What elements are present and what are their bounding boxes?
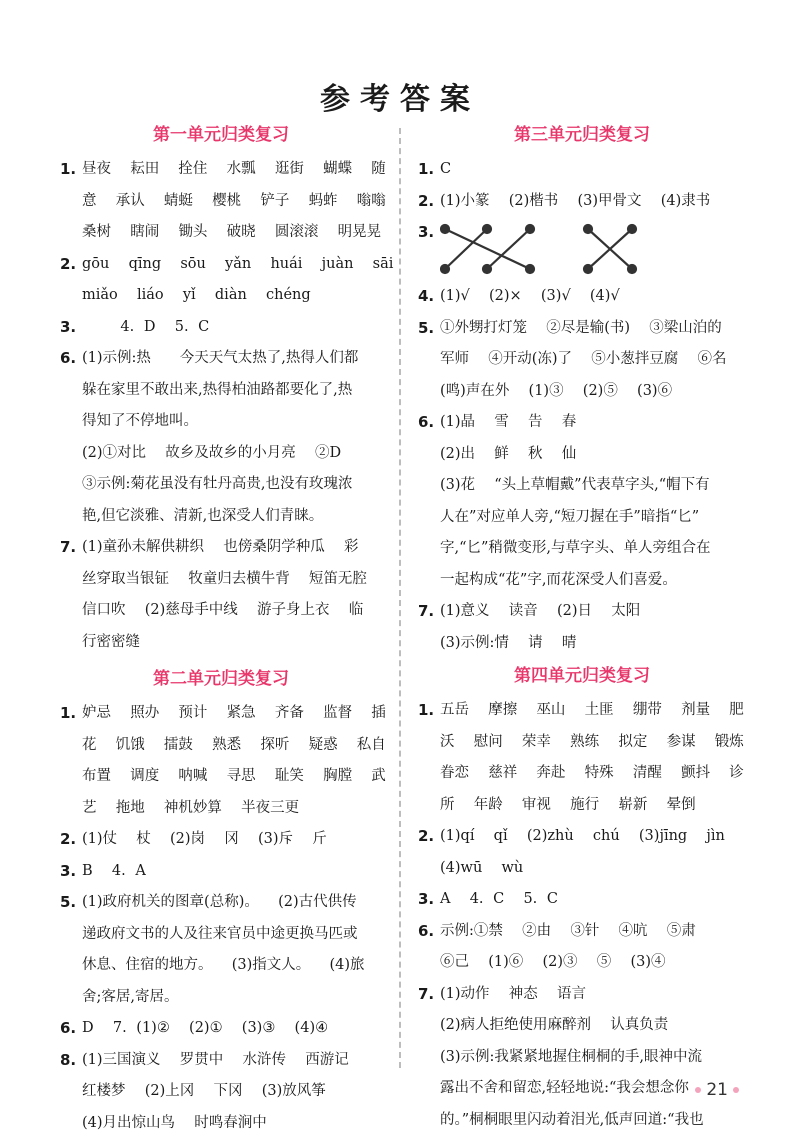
answer-text: [82, 154, 382, 249]
answer-line: (1)晶 雪 告 春: [440, 407, 746, 439]
answer-line: (1)小篆 (2)楷书 (3)甲骨文 (4)隶书: [440, 186, 746, 218]
answer-item: [60, 312, 382, 344]
answer-line: 丝穿取当银钲 牧童归去横牛背 短笛无腔: [82, 564, 382, 596]
answer-item: [418, 979, 746, 1137]
answer-line: (1)童孙未解供耕织 也傍桑阴学种瓜 彩: [82, 532, 382, 564]
answer-line: ⑥己 (1)⑥ (2)③ ⑤ (3)④: [440, 947, 746, 979]
answer-text: [440, 596, 746, 659]
page-title: 参考答案: [0, 74, 800, 118]
question-number: 7.: [60, 532, 76, 564]
question-number: 1.: [418, 695, 434, 727]
answer-item: [60, 154, 382, 249]
unit1-answers: [60, 154, 382, 658]
section-title-unit2: 第二单元归类复习: [60, 664, 382, 694]
answer-line: (3)示例:我紧紧地握住桐桐的手,眼神中流: [440, 1042, 746, 1074]
answer-line: D 7. (1)② (2)① (3)③ (4)④: [82, 1013, 382, 1045]
answer-line: 桑树 瞎闹 锄头 破晓 圆滚滚 明晃晃: [82, 217, 382, 249]
section-title-unit3: 第三单元归类复习: [418, 120, 746, 150]
answer-line: ③示例:菊花虽没有牡丹高贵,也没有玫瑰浓: [82, 469, 382, 501]
answer-text: [440, 186, 746, 218]
question-number: 3.: [60, 312, 76, 344]
answer-line: 红楼梦 (2)上冈 下冈 (3)放风筝: [82, 1076, 382, 1108]
question-number: 1.: [60, 698, 76, 730]
answer-line: 露出不舍和留恋,轻轻地说:“我会想念你: [440, 1073, 746, 1105]
answer-text: [440, 217, 746, 281]
question-number: 6.: [418, 916, 434, 948]
answer-item: [60, 532, 382, 658]
answer-text: [440, 821, 746, 884]
answer-item: [418, 313, 746, 408]
answer-line: 一起构成“花”字,而花深受人们喜爱。: [440, 565, 746, 597]
question-number: 6.: [418, 407, 434, 439]
answer-line: (4)月出惊山鸟 时鸣春涧中: [82, 1108, 382, 1139]
answer-line: 的。”桐桐眼里闪动着泪光,低声回道:“我也: [440, 1105, 746, 1137]
answer-item: [418, 217, 746, 281]
question-number: 6.: [60, 1013, 76, 1045]
unit2-answers: [60, 698, 382, 1139]
answer-item: [418, 596, 746, 659]
answer-text: [82, 698, 382, 824]
answer-line: 所 年龄 审视 施行 崭新 晕倒: [440, 790, 746, 822]
decor-dot: [733, 1087, 739, 1093]
answer-line: (3)花 “头上草帽戴”代表草字头,“帽下有: [440, 470, 746, 502]
answer-item: [60, 887, 382, 1013]
answer-line: 昼夜 耘田 拴住 水瓢 逛街 蝴蝶 随: [82, 154, 382, 186]
answer-text: [440, 407, 746, 596]
answer-line: (1)示例:热 今天天气太热了,热得人们都: [82, 343, 382, 375]
question-number: 3.: [418, 217, 434, 249]
answer-line: 得知了不停地叫。: [82, 406, 382, 438]
answer-item: [418, 695, 746, 821]
unit3-answers: [418, 154, 746, 659]
answer-line: 妒忌 照办 预计 紧急 齐备 监督 插: [82, 698, 382, 730]
answer-line: 行密密缝: [82, 627, 382, 659]
answer-line: 军师 ④开动(冻)了 ⑤小葱拌豆腐 ⑥名: [440, 344, 746, 376]
question-number: 1.: [60, 154, 76, 186]
answer-item: [60, 824, 382, 856]
answer-line: (1)仗 杖 (2)岗 冈 (3)斥 斤: [82, 824, 382, 856]
answer-line: 信口吹 (2)慈母手中线 游子身上衣 临: [82, 595, 382, 627]
section-title-unit4: 第四单元归类复习: [418, 661, 746, 691]
answer-line: 五岳 摩擦 巫山 土匪 绷带 剂量 肥: [440, 695, 746, 727]
answer-text: [440, 313, 746, 408]
answer-text: [82, 887, 382, 1013]
answer-line: miǎo liáo yǐ diàn chéng: [82, 280, 382, 312]
answer-line: 休息、住宿的地方。 (3)指文人。 (4)旅: [82, 950, 382, 982]
page-number-text: 21: [706, 1080, 728, 1100]
answer-line: (1)意义 读音 (2)日 太阳: [440, 596, 746, 628]
answer-line: 眷恋 慈祥 奔赴 特殊 清醒 颤抖 诊: [440, 758, 746, 790]
answer-line: (2)出 鲜 秋 仙: [440, 439, 746, 471]
question-number: 3.: [60, 856, 76, 888]
answer-line: (1)qí qǐ (2)zhù chú (3)jīng jìn: [440, 821, 746, 853]
answer-line: 艳,但它淡雅、清新,也深受人们青睐。: [82, 501, 382, 533]
answer-item: [60, 856, 382, 888]
answer-line: (2)病人拒绝使用麻醉剂 认真负责: [440, 1010, 746, 1042]
answer-item: [418, 916, 746, 979]
answer-line: (1)动作 神态 语言: [440, 979, 746, 1011]
page-number: [690, 1080, 744, 1100]
answer-item: [60, 343, 382, 532]
answer-item: [418, 154, 746, 186]
answer-text: [82, 312, 382, 344]
answer-item: [60, 249, 382, 312]
answer-item: [60, 1013, 382, 1045]
answer-line: 花 饥饿 擂鼓 熟悉 探听 疑惑 私自: [82, 730, 382, 762]
answer-item: [418, 281, 746, 313]
question-number: 7.: [418, 979, 434, 1011]
answer-line: 递政府文书的人及往来官员中途更换马匹或: [82, 919, 382, 951]
question-number: 1.: [418, 154, 434, 186]
answer-text: [82, 532, 382, 658]
answer-line: B 4. A: [82, 856, 382, 888]
answer-line: gōu qīng sōu yǎn huái juàn sāi: [82, 249, 382, 281]
question-number: 2.: [418, 821, 434, 853]
right-column: [418, 120, 746, 1136]
answer-item: [418, 186, 746, 218]
answer-text: [82, 1045, 382, 1139]
answer-item: [60, 698, 382, 824]
answer-line: (1)政府机关的图章(总称)。 (2)古代供传: [82, 887, 382, 919]
answer-line: 舍;客居,寄居。: [82, 982, 382, 1014]
answer-text: [440, 695, 746, 821]
answer-item: [418, 884, 746, 916]
question-number: 2.: [60, 249, 76, 281]
answer-line: 示例:①禁 ②由 ③针 ④吭 ⑤肃: [440, 916, 746, 948]
answer-line: 躲在家里不敢出来,热得柏油路都要化了,热: [82, 375, 382, 407]
matching-lines-figure: [440, 217, 746, 281]
question-number: 8.: [60, 1045, 76, 1077]
section-title-unit1: 第一单元归类复习: [60, 120, 382, 150]
answer-line: 意 承认 蜻蜓 樱桃 铲子 蚂蚱 嗡嗡: [82, 186, 382, 218]
answer-line: (1)三国演义 罗贯中 水浒传 西游记: [82, 1045, 382, 1077]
answer-line: C: [440, 154, 746, 186]
answer-text: [440, 916, 746, 979]
answer-line: (4)wū wù: [440, 853, 746, 885]
answer-text: [82, 249, 382, 312]
left-column: [60, 120, 382, 1139]
answer-text: [440, 154, 746, 186]
matching-lines-svg: [440, 223, 640, 275]
answer-text: [82, 824, 382, 856]
answer-line: 字,“匕”稍微变形,与草字头、单人旁组合在: [440, 533, 746, 565]
answer-line: ①外甥打灯笼 ②尽是输(书) ③梁山泊的: [440, 313, 746, 345]
answer-line: 艺 拖地 神机妙算 半夜三更: [82, 793, 382, 825]
question-number: 3.: [418, 884, 434, 916]
unit4-answers: [418, 695, 746, 1136]
answer-text: [440, 979, 746, 1137]
answer-text: [82, 856, 382, 888]
answer-line: 人在”对应单人旁,“短刀握在手”暗指“匕”: [440, 502, 746, 534]
answer-line: (3)示例:情 请 晴: [440, 628, 746, 660]
answer-line: (2)①对比 故乡及故乡的小月亮 ②D: [82, 438, 382, 470]
answer-text: [82, 1013, 382, 1045]
answer-line: 沃 慰问 荣幸 熟练 拟定 参谋 锻炼: [440, 727, 746, 759]
question-number: 5.: [60, 887, 76, 919]
answer-line: (鸣)声在外 (1)③ (2)⑤ (3)⑥: [440, 376, 746, 408]
question-number: 6.: [60, 343, 76, 375]
answer-line: (1)√ (2)× (3)√ (4)√: [440, 281, 746, 313]
column-divider: [399, 128, 401, 1068]
answer-text: [440, 884, 746, 916]
answer-line: A 4. C 5. C: [440, 884, 746, 916]
answer-item: [418, 407, 746, 596]
question-number: 2.: [418, 186, 434, 218]
answer-line: 布置 调度 呐喊 寻思 耻笑 胸膛 武: [82, 761, 382, 793]
answer-line: 4. D 5. C: [82, 312, 382, 344]
question-number: 2.: [60, 824, 76, 856]
answer-text: [440, 281, 746, 313]
question-number: 5.: [418, 313, 434, 345]
answer-item: [418, 821, 746, 884]
answer-text: [82, 343, 382, 532]
question-number: 7.: [418, 596, 434, 628]
answer-item: [60, 1045, 382, 1139]
question-number: 4.: [418, 281, 434, 313]
decor-dot: [695, 1087, 701, 1093]
